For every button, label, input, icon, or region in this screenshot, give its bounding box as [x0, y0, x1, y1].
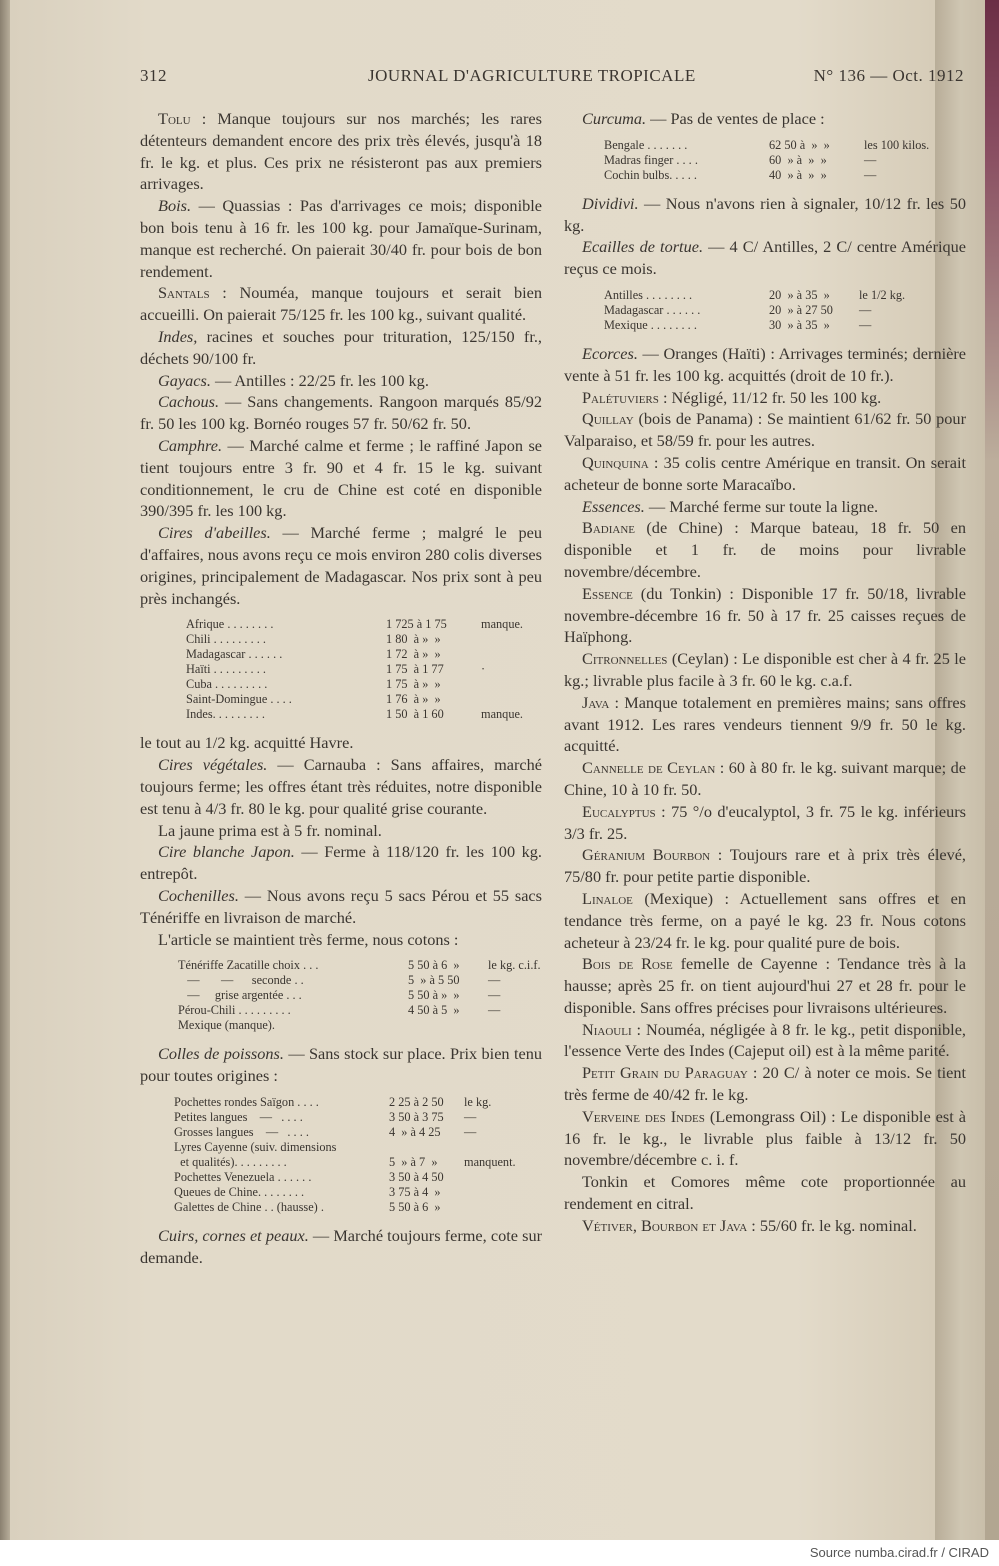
paragraph-text: : 75 °/o d'eucalyptol, 3 fr. 75 le kg. inférieurs 3/3 fr. 25. — [564, 801, 966, 843]
table-cell-price: 5 50 à 6 » — [389, 1199, 441, 1214]
table-cell-price: 4 » à 4 25 — [389, 1124, 441, 1139]
paragraph — [564, 953, 966, 1018]
paragraph-lead: Cires végétales. — [158, 755, 268, 775]
paragraph — [564, 387, 966, 409]
table-cell-origin: — — seconde . . — [178, 973, 304, 988]
table-cell-note: — — [864, 167, 877, 182]
paragraph — [564, 801, 966, 845]
left-column — [140, 108, 542, 1268]
paragraph — [140, 754, 542, 819]
paragraph — [140, 435, 542, 522]
table-cell-origin: Madagascar . . . . . . — [186, 647, 283, 662]
table-cell-price: 30 » à 35 » — [769, 317, 830, 332]
table-cell-price: 20 » à 35 » — [769, 287, 830, 302]
paragraph — [564, 1062, 966, 1106]
table-cell-note: le 1/2 kg. — [859, 287, 906, 302]
price-table — [604, 288, 966, 333]
paragraph-lead: Essences. — [582, 496, 645, 516]
paragraph — [140, 282, 542, 326]
paragraph-lead: Géranium Bourbon — [582, 845, 711, 865]
paragraph-lead: Cochenilles. — [158, 885, 239, 905]
price-table — [604, 138, 966, 183]
paragraph-lead: Tolu — [158, 109, 191, 128]
paragraph — [564, 408, 966, 452]
table-cell-price: 1 75 à 1 77 — [386, 662, 444, 677]
table-cell-note — [464, 1140, 542, 1155]
paragraph — [564, 648, 966, 692]
table-cell-origin: Saint-Domingue . . . . — [186, 692, 292, 707]
paragraph-lead: Santals — [158, 283, 210, 303]
table-cell-price — [389, 1140, 464, 1155]
paragraph-lead: Quillay — [582, 409, 634, 429]
table-cell-origin: Pérou-Chili . . . . . . . . . — [178, 1003, 291, 1018]
paragraph: Tonkin et Comores même cote proportionnée au rendement en citral. — [564, 1172, 966, 1214]
paragraph-text: (bois de Panama) : Se maintient 61/62 fr. 50 pour Valparaiso, et 58/59 fr. pour les autres. — [564, 409, 966, 451]
table-cell-note — [481, 647, 542, 662]
table-cell-note: les 100 kilos. — [864, 137, 930, 152]
table-cell-note — [481, 692, 542, 707]
paragraph-text: : 20 C/ à noter ce mois. Se tient très ferme de 40/42 fr. le kg. — [564, 1063, 967, 1105]
paragraph-lead: Vétiver, Bourbon et Java — [582, 1215, 748, 1235]
table-cell-note: — — [859, 302, 872, 317]
table-cell-origin: Haïti . . . . . . . . . — [186, 662, 266, 677]
table-cell-note: — — [859, 317, 872, 332]
paragraph — [140, 885, 542, 929]
paragraph-lead: Dividivi. — [582, 193, 639, 213]
table-cell-note — [464, 1185, 542, 1200]
table-cell-origin: Madras finger . . . . — [604, 152, 698, 167]
table-cell-price: 3 50 à 3 75 — [389, 1109, 444, 1124]
table-cell-price: 1 725 à 1 75 — [386, 617, 447, 632]
paragraph — [564, 888, 966, 953]
paragraph-lead: Camphre. — [158, 435, 223, 455]
paragraph-text: (Ceylan) : Le disponible est cher à 4 fr. 25 le kg.; livrable plus facile à 3 fr. 60 le kg. c.a.f. — [564, 649, 966, 690]
paragraph-lead: Java — [582, 692, 610, 712]
paragraph — [564, 193, 966, 237]
table-cell-price: 5 » à 7 » — [389, 1154, 438, 1169]
paragraph-lead: Essence — [582, 583, 633, 603]
table-cell-origin: Mexique (manque). — [178, 1018, 275, 1033]
paragraph-text: — Antilles : 22/25 fr. les 100 kg. — [210, 370, 429, 390]
table-cell-price: 2 25 à 2 50 — [389, 1094, 444, 1109]
journal-title: JOURNAL D'AGRICULTURE TROPICALE — [368, 66, 696, 85]
paragraph-text: — Marché ferme sur toute la ligne. — [644, 496, 879, 516]
paragraph — [140, 841, 542, 885]
table-cell-price: 1 80 à » » — [386, 632, 441, 647]
paragraph-lead: Bois de Rose — [582, 954, 673, 974]
table-cell-origin: Lyres Cayenne (suiv. dimensions — [174, 1139, 337, 1154]
issue-info: N° 136 — Oct. 1912 — [813, 66, 964, 85]
table-cell-price: 20 » à 27 50 — [769, 302, 833, 317]
paragraph-text: — Marché toujours ferme, cote sur demande. — [140, 1225, 543, 1267]
paragraph-lead: Quinquina — [582, 452, 649, 472]
paragraph-lead: Cannelle de Ceylan — [582, 758, 716, 778]
table-cell-note: — — [464, 1109, 477, 1124]
paragraph: L'article se maintient très ferme, nous cotons : — [158, 929, 459, 949]
paragraph-lead: Palétuviers — [582, 387, 659, 407]
paragraph-lead: Curcuma. — [582, 109, 647, 128]
paragraph — [140, 370, 542, 392]
paragraph-lead: Linaloe — [582, 888, 633, 908]
paragraph-text: — Ferme à 118/120 fr. les 100 kg. entrepôt. — [140, 842, 542, 884]
paragraph-lead: Cachous. — [158, 392, 220, 412]
table-cell-origin: Antilles . . . . . . . . — [604, 287, 693, 302]
paragraph-lead: Indes, — [158, 326, 198, 346]
paragraph — [564, 692, 966, 757]
table-cell-origin: Cochin bulbs. . . . . — [604, 167, 697, 182]
table-cell-price: 1 76 à » » — [386, 692, 441, 707]
paragraph-text: (du Tonkin) : Disponible 17 fr. 50/18, livrable novembre-décembre 16 fr. 50 à 17 fr. 25 caisses reçues de Haïphong. — [564, 583, 966, 647]
paragraph — [564, 343, 966, 387]
table-cell-note: le kg. c.i.f. — [488, 958, 541, 973]
table-cell-note — [464, 1170, 542, 1185]
table-cell-origin: Ténériffe Zacatille choix . . . — [178, 958, 319, 973]
paragraph-text: : Toujours rare et à prix très élevé, 75/80 fr. pour petite partie disponible. — [564, 845, 967, 887]
paragraph — [564, 583, 966, 648]
paragraph: La jaune prima est à 5 fr. nominal. — [158, 820, 382, 840]
price-table — [174, 1095, 542, 1215]
table-cell-origin: et qualités). . . . . . . . . — [174, 1154, 287, 1169]
paragraph-text: : 35 colis centre Amérique en transit. On serait acheteur de bonne sorte Maracaïbo. — [564, 452, 966, 494]
book-binding — [985, 0, 999, 1540]
paragraph-text: : Nouméa, négligée à 8 fr. le kg., petit disponible, l'essence Verte des Indes (Cajeput oil) est à la même parité. — [564, 1019, 966, 1061]
paragraph-lead: Ecorces. — [582, 343, 638, 363]
table-cell-note: — — [464, 1124, 477, 1139]
paragraph-text: racines et souches pour trituration, 125/150 fr., déchets 90/100 fr. — [140, 326, 542, 368]
paragraph — [564, 757, 966, 801]
paragraph — [564, 496, 966, 518]
table-cell-origin: Afrique . . . . . . . . — [186, 617, 274, 632]
paragraph — [564, 1215, 966, 1237]
paragraph-text: : Manque totalement en premières mains; sans offres avant 1912. Les rares vendeurs tiennent 9/9 fr. 50 le kg. acquitté. — [564, 692, 966, 756]
paragraph-lead: Badiane — [582, 518, 636, 538]
paragraph-text: : Manque toujours sur nos marchés; les rares détenteurs demandent encore des prix très élevés, jusqu'à 18 fr. le kg. et plus. Ces prix ne résisteront pas aux premiers arrivages. — [140, 109, 542, 194]
table-cell-origin: Galettes de Chine . . (hausse) . — [174, 1199, 324, 1214]
table-cell-note: · — [481, 662, 486, 677]
running-header — [140, 66, 964, 90]
paragraph-lead: Verveine des Indes — [582, 1106, 705, 1126]
table-cell-origin: Queues de Chine. . . . . . . . — [174, 1184, 305, 1199]
table-cell-origin: Grosses langues — . . . . — [174, 1124, 309, 1139]
paragraph-text: : Nouméa, manque toujours et serait bien accueilli. On paierait 75/125 fr. les 100 kg., suivant qualité. — [140, 283, 542, 325]
table-cell-price: 5 50 à 6 » — [408, 958, 460, 973]
paragraph-text: : 55/60 fr. le kg. nominal. — [747, 1215, 917, 1235]
paragraph-lead: Citronnelles — [582, 649, 668, 669]
paragraph — [564, 452, 966, 496]
paragraph-text: : Négligé, 11/12 fr. 50 les 100 kg. — [658, 387, 882, 407]
table-cell-origin: Mexique . . . . . . . . — [604, 317, 697, 332]
table-cell-price: 62 50 à » » — [769, 137, 830, 152]
table-cell-note — [488, 1018, 542, 1033]
paragraph-lead: Petit Grain du Paraguay — [582, 1063, 748, 1083]
paragraph — [564, 236, 966, 280]
paragraph: le tout au 1/2 kg. acquitté Havre. — [140, 733, 354, 753]
paragraph-text: — Nous n'avons rien à signaler, 10/12 fr. les 50 kg. — [564, 193, 966, 235]
table-cell-origin: Pochettes Venezuela . . . . . . — [174, 1169, 312, 1184]
paragraph-lead: Niaouli — [582, 1019, 632, 1039]
table-cell-note: le kg. — [464, 1094, 492, 1109]
table-cell-note: — — [488, 988, 501, 1003]
table-cell-price: 1 50 à 1 60 — [386, 707, 444, 722]
paragraph-text: — Sans changements. Rangoon marqués 85/92 fr. 50 les 100 kg. Bornéo rouges 57 fr. 50/62 fr. 50. — [140, 392, 542, 434]
right-column — [564, 108, 966, 1237]
paragraph-lead: Cuirs, cornes et peaux. — [158, 1225, 309, 1245]
paragraph — [140, 1043, 542, 1087]
paragraph-text: : 60 à 80 fr. le kg. suivant marque; de Chine, 10 à 10 fr. 50. — [564, 758, 966, 799]
table-cell-note — [464, 1200, 542, 1215]
table-cell-origin: Pochettes rondes Saïgon . . . . — [174, 1094, 319, 1109]
page-number: 312 — [140, 66, 167, 85]
table-cell-origin: Madagascar . . . . . . — [604, 302, 701, 317]
paragraph — [564, 844, 966, 888]
table-cell-price — [408, 1018, 488, 1033]
paragraph — [140, 522, 542, 609]
table-cell-note: manquent. — [464, 1154, 516, 1169]
table-cell-note: manque. — [481, 617, 524, 632]
table-cell-note: — — [864, 152, 877, 167]
table-cell-origin: Petites langues — . . . . — [174, 1109, 303, 1124]
paragraph-text: femelle de Cayenne : Tendance très à la hausse; après 25 fr. on tient aujourd'hui 27 et 28 fr. pour le disponible. Sans offres précises pour livraisons ultérieures. — [564, 954, 966, 1017]
table-cell-note: — — [488, 1003, 501, 1018]
price-table — [186, 617, 542, 722]
paragraph-text: (Lemongrass Oil) : Le disponible est à 16 fr. le kg., le livrable plus faible à 13/12 fr. 50 novembre/décembre c. i. f. — [564, 1106, 966, 1170]
table-cell-price: 1 75 à » » — [386, 677, 441, 692]
paragraph-text: — Oranges (Haïti) : Arrivages terminés; dernière vente à 51 fr. les 100 kg. acquittés (droit de 10 fr.). — [564, 343, 966, 385]
paragraph-text: — Nous avons reçu 5 sacs Pérou et 55 sacs Ténériffe en livraison de marché. — [140, 885, 542, 927]
paragraph — [564, 1106, 966, 1171]
table-cell-price: 3 75 à 4 » — [389, 1184, 441, 1199]
paragraph-text: — Carnauba : Sans affaires, marché toujours ferme; les offres étant très réduites, notre disponible est tenu à 4/3 fr. 80 le kg. pour qualité grise courante. — [140, 755, 542, 818]
table-cell-price: 4 50 à 5 » — [408, 1003, 460, 1018]
paragraph-lead: Bois. — [158, 196, 192, 216]
paragraph-lead: Ecailles de tortue. — [582, 237, 704, 257]
paragraph — [140, 391, 542, 435]
paragraph-text: — Sans stock sur place. Prix bien tenu pour toutes origines : — [140, 1044, 542, 1086]
price-table — [178, 958, 542, 1033]
paragraph — [140, 1225, 542, 1269]
paragraph-text: — Marché ferme ; malgré le peu d'affaires, nous avons reçu ce mois environ 280 colis diverses origines, principalement de Madagascar. Nos prix sont à peu près inchangés. — [140, 523, 542, 608]
table-cell-origin: Chili . . . . . . . . . — [186, 632, 266, 647]
paragraph-text: — Pas de ventes de place : — [646, 109, 825, 128]
paragraph-lead: Eucalyptus — [582, 801, 656, 821]
paragraph-text: — Marché calme et ferme ; le raffiné Japon se tient toujours entre 3 fr. 90 et 4 fr. 15 le kg. suivant conditionnement, le cru de Chine est coté en disponible 390/395 fr. les 100 kg. — [140, 435, 542, 521]
table-cell-note: — — [488, 973, 501, 988]
table-cell-price: 40 » à » » — [769, 167, 827, 182]
paragraph — [564, 108, 966, 130]
paragraph-lead: Gayacs. — [158, 370, 211, 390]
paragraph-text: — Quassias : Pas d'arrivages ce mois; disponible bon bois tenu à 16 fr. les 100 kg. pour Jamaïque-Surinam, manque est recherché. On paierait 30/40 fr. pour bois de bon rendement. — [140, 196, 542, 281]
table-cell-origin: Cuba . . . . . . . . . — [186, 677, 268, 692]
paragraph-text: (Mexique) : Actuellement sans offres et en tendance très ferme, on a payé le kg. 23 fr. Nous cotons acheteur à 23/24 fr. le kg. pour qualité pure de bois. — [564, 888, 966, 952]
source-credit: Source numba.cirad.fr / CIRAD — [809, 1545, 989, 1560]
table-cell-origin: — grise argentée . . . — [178, 988, 302, 1003]
table-cell-price: 60 » à » » — [769, 152, 827, 167]
paragraph-text: (de Chine) : Marque bateau, 18 fr. 50 en disponible et 1 fr. de moins pour livrable novembre/décembre. — [564, 518, 966, 581]
table-cell-note: manque. — [481, 707, 524, 722]
table-cell-note — [481, 632, 542, 647]
table-cell-origin: Bengale . . . . . . . — [604, 137, 688, 152]
table-cell-price: 5 » à 5 50 — [408, 973, 460, 988]
paragraph-lead: Colles de poissons. — [158, 1044, 284, 1064]
paragraph — [140, 108, 542, 195]
table-cell-price: 5 50 à » » — [408, 988, 460, 1003]
table-cell-origin: Indes. . . . . . . . . — [186, 707, 265, 722]
paragraph — [564, 1019, 966, 1063]
table-cell-price: 3 50 à 4 50 — [389, 1169, 444, 1184]
paragraph-lead: Cire blanche Japon. — [158, 842, 295, 862]
table-cell-note — [481, 677, 542, 692]
paragraph-text: — 4 C/ Antilles, 2 C/ centre Amérique reçus ce mois. — [564, 237, 966, 279]
table-cell-price: 1 72 à » » — [386, 647, 441, 662]
paragraph-lead: Cires d'abeilles. — [158, 523, 271, 543]
paragraph — [564, 517, 966, 582]
paragraph — [140, 326, 542, 370]
paragraph — [140, 195, 542, 282]
